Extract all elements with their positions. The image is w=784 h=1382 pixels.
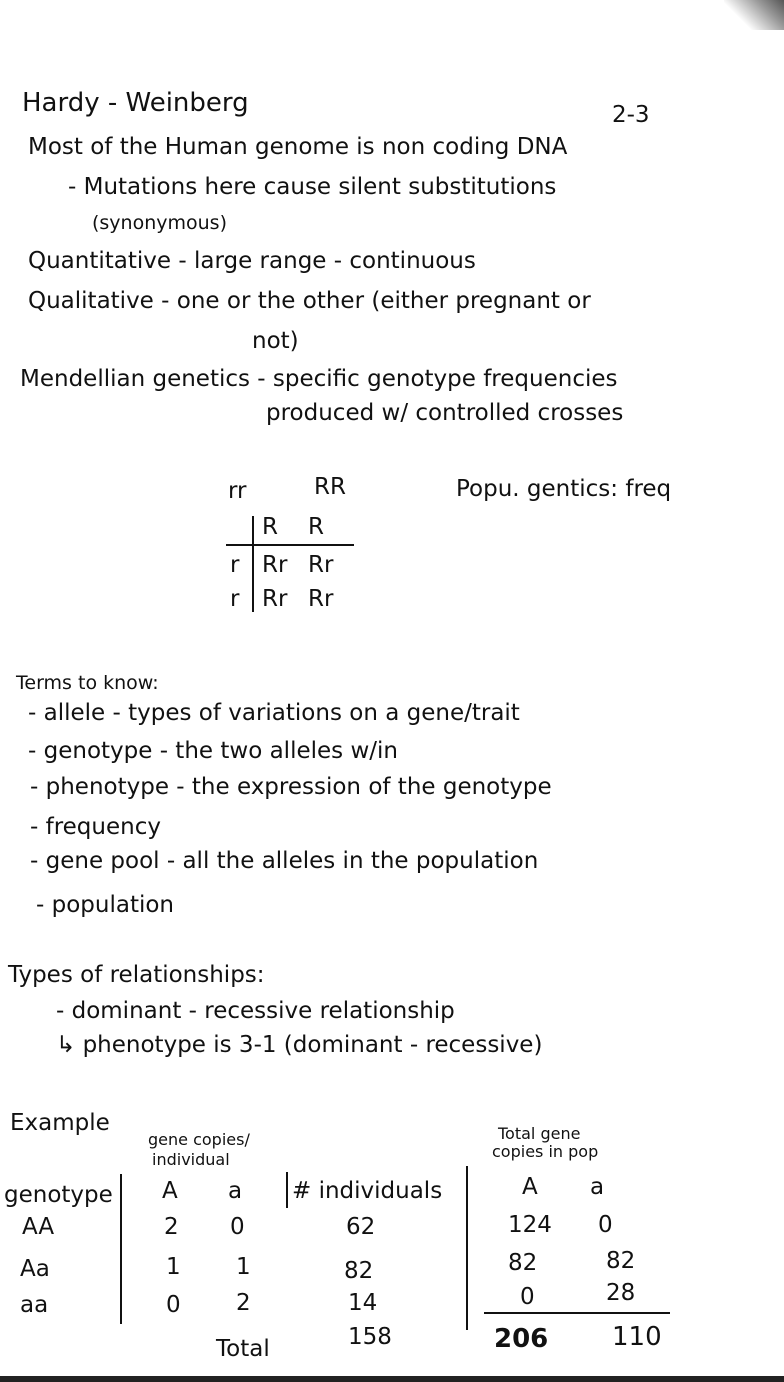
header-total-A: A xyxy=(522,1174,538,1200)
relationships-line-2: ↳ phenotype is 3-1 (dominant - recessive) xyxy=(56,1032,543,1058)
punnett-side-allele-2: r xyxy=(230,586,240,612)
term-population: - population xyxy=(36,892,174,918)
total-gene-header: Total gene xyxy=(498,1124,581,1143)
row-1-a: 0 xyxy=(230,1214,245,1240)
header-individuals: # individuals xyxy=(292,1178,443,1204)
gene-copies-header: gene copies/ xyxy=(148,1130,250,1149)
row-1-total-a: 0 xyxy=(598,1212,613,1238)
row-2-individuals: 82 xyxy=(344,1258,374,1284)
punnett-vertical-line xyxy=(252,516,254,612)
punnett-parent-2: RR xyxy=(314,474,346,500)
total-a-copies: 110 xyxy=(612,1322,662,1352)
total-label: Total xyxy=(216,1336,270,1362)
row-2-a: 1 xyxy=(236,1254,251,1280)
header-A: A xyxy=(162,1178,178,1204)
row-3-total-A: 0 xyxy=(520,1284,535,1310)
terms-heading: Terms to know: xyxy=(16,672,159,694)
term-allele: - allele - types of variations on a gene/trait xyxy=(28,700,520,726)
row-3-total-a: 28 xyxy=(606,1280,636,1306)
term-gene-pool: - gene pool - all the alleles in the population xyxy=(30,848,539,874)
table-divider-genotype xyxy=(120,1174,122,1324)
row-3-individuals: 14 xyxy=(348,1290,378,1316)
population-genetics-note: Popu. gentics: freq xyxy=(456,476,672,502)
header-total-a: a xyxy=(590,1174,605,1200)
row-2-total-a: 82 xyxy=(606,1248,636,1274)
row-1-genotype: AA xyxy=(22,1214,55,1240)
punnett-top-allele-1: R xyxy=(262,514,278,540)
row-1-A: 2 xyxy=(164,1214,179,1240)
table-divider-individuals xyxy=(286,1172,288,1208)
example-heading: Example xyxy=(10,1110,110,1136)
punnett-parent-1: rr xyxy=(228,478,247,504)
row-2-A: 1 xyxy=(166,1254,181,1280)
total-individuals: 158 xyxy=(348,1324,392,1350)
row-1-individuals: 62 xyxy=(346,1214,376,1240)
page-corner-shadow xyxy=(724,0,784,30)
page-reference: 2-3 xyxy=(612,102,650,128)
header-genotype: genotype xyxy=(4,1182,113,1208)
intro-line-3: (synonymous) xyxy=(92,212,227,234)
punnett-cell-2-2: Rr xyxy=(308,586,334,612)
page-bottom-edge xyxy=(0,1376,784,1382)
page-title: Hardy - Weinberg xyxy=(22,88,249,118)
mendelian-line-2: produced w/ controlled crosses xyxy=(266,400,624,426)
table-divider-total xyxy=(466,1166,468,1330)
punnett-side-allele-1: r xyxy=(230,552,240,578)
row-2-total-A: 82 xyxy=(508,1250,538,1276)
punnett-top-allele-2: R xyxy=(308,514,324,540)
punnett-cell-2-1: Rr xyxy=(262,586,288,612)
header-a: a xyxy=(228,1178,243,1204)
row-3-genotype: aa xyxy=(20,1292,49,1318)
term-frequency: - frequency xyxy=(30,814,161,840)
qualitative-line-cont: not) xyxy=(252,328,299,354)
row-2-genotype: Aa xyxy=(20,1256,50,1282)
row-3-a: 2 xyxy=(236,1290,251,1316)
qualitative-line: Qualitative - one or the other (either pregnant or xyxy=(28,288,591,314)
total-A-copies: 206 xyxy=(494,1324,549,1354)
term-phenotype: - phenotype - the expression of the genotype xyxy=(30,774,552,800)
total-underline xyxy=(484,1312,670,1314)
intro-line-2: - Mutations here cause silent substitutions xyxy=(68,174,557,200)
term-genotype: - genotype - the two alleles w/in xyxy=(28,738,398,764)
row-3-A: 0 xyxy=(166,1292,181,1318)
relationships-heading: Types of relationships: xyxy=(8,962,265,988)
intro-line-1: Most of the Human genome is non coding DNA xyxy=(28,134,568,160)
total-gene-header-2: copies in pop xyxy=(492,1142,599,1161)
gene-copies-header-2: individual xyxy=(152,1150,230,1169)
row-1-total-A: 124 xyxy=(508,1212,552,1238)
mendelian-line-1: Mendellian genetics - specific genotype frequencies xyxy=(20,366,618,392)
relationships-line-1: - dominant - recessive relationship xyxy=(56,998,455,1024)
punnett-cell-1-1: Rr xyxy=(262,552,288,578)
punnett-horizontal-line xyxy=(226,544,354,546)
quantitative-line: Quantitative - large range - continuous xyxy=(28,248,476,274)
punnett-cell-1-2: Rr xyxy=(308,552,334,578)
